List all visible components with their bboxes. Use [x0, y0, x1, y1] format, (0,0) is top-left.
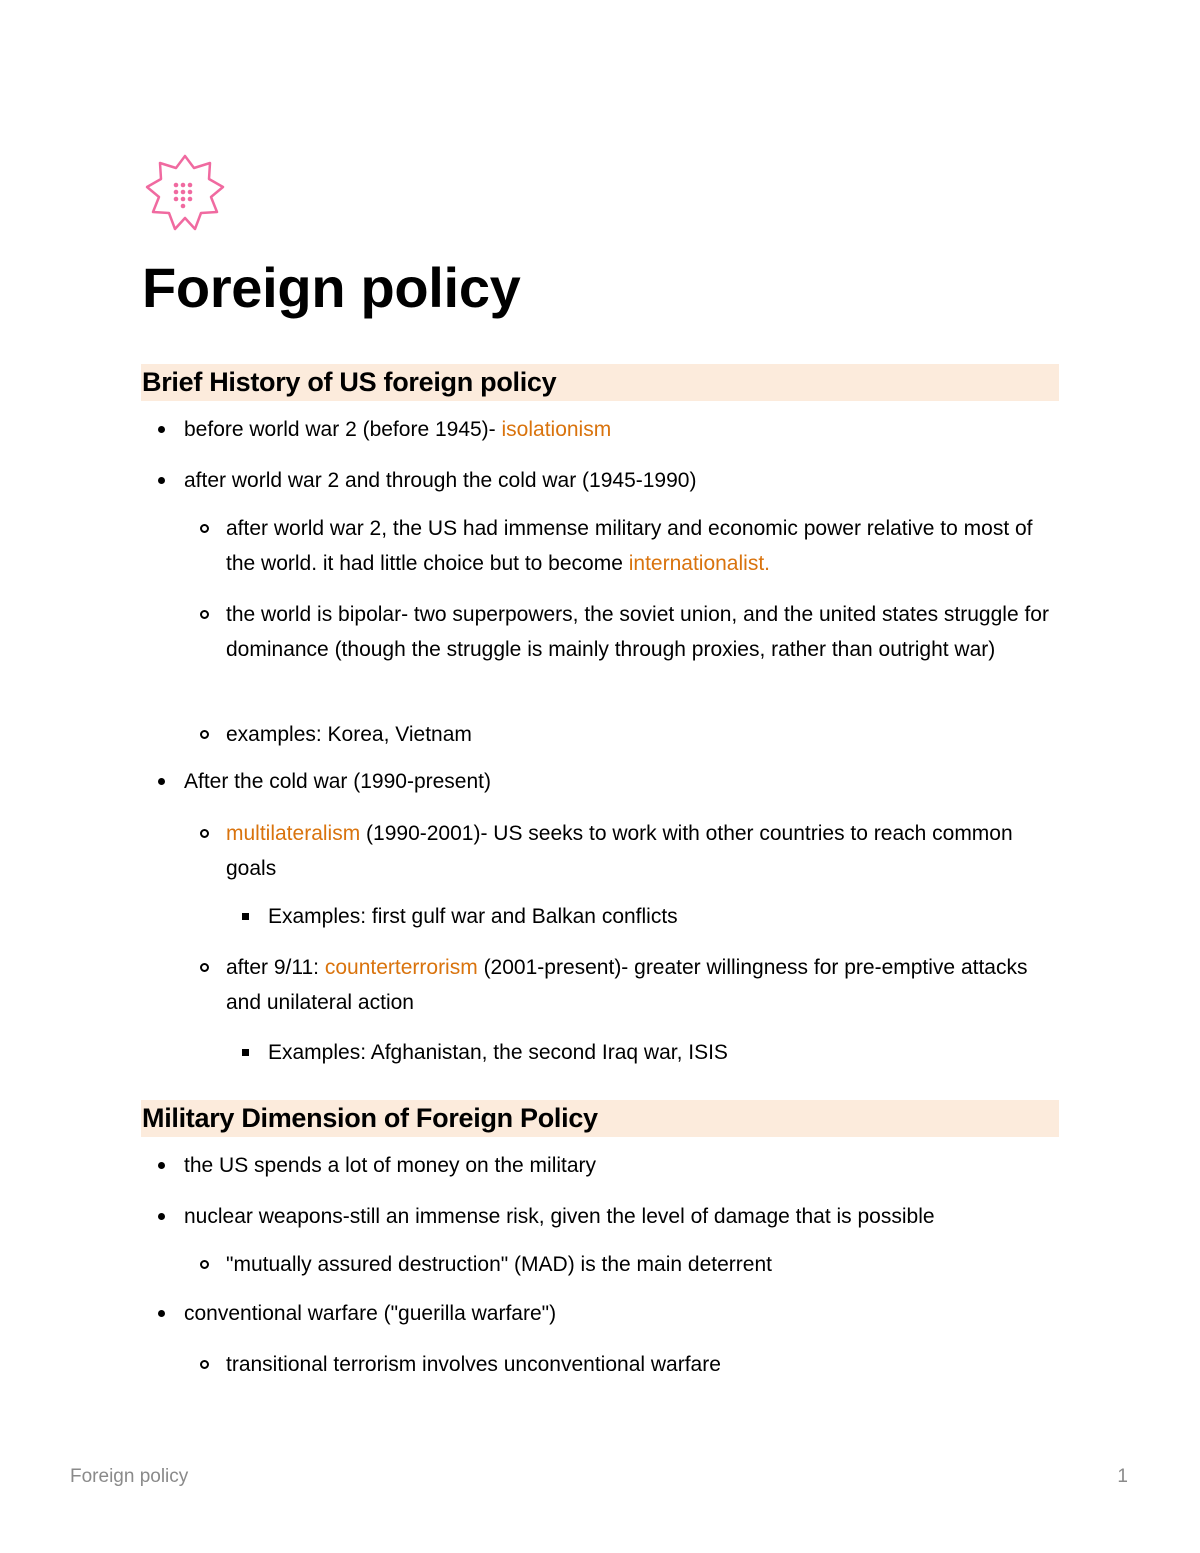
highlight-term: multilateralism — [226, 822, 361, 845]
highlight-term: internationalist. — [628, 552, 770, 575]
list-item: After the cold war (1990-present) — [184, 764, 1064, 799]
bullet-disc-icon — [158, 1310, 165, 1317]
bullet-circle-icon — [200, 1260, 209, 1269]
section-heading-military: Military Dimension of Foreign Policy — [141, 1100, 1059, 1137]
highlight-term: counterterrorism — [324, 956, 478, 979]
bullet-circle-icon — [200, 829, 209, 838]
list-item: after world war 2, the US had immense military and economic power relative to most of the world. it had little choice but to become internationalist. — [226, 511, 1064, 581]
list-item: Examples: Afghanistan, the second Iraq war, ISIS — [268, 1035, 1064, 1070]
list-item: the world is bipolar- two superpowers, the soviet union, and the united states struggle for dominance (though the struggle is mainly through proxies, rather than outright war) — [226, 597, 1064, 667]
list-item: nuclear weapons-still an immense risk, given the level of damage that is possible — [184, 1199, 1064, 1234]
list-item: multilateralism (1990-2001)- US seeks to work with other countries to reach common goals — [226, 816, 1064, 886]
bullet-square-icon — [242, 913, 249, 920]
list-item: the US spends a lot of money on the military — [184, 1148, 1064, 1183]
list-item: after 9/11: counterterrorism (2001-present)- greater willingness for pre-emptive attacks and unilateral action — [226, 950, 1064, 1020]
bullet-circle-icon — [200, 524, 209, 533]
section-heading-history: Brief History of US foreign policy — [141, 364, 1059, 401]
bullet-circle-icon — [200, 1360, 209, 1369]
bullet-disc-icon — [158, 477, 165, 484]
list-item: conventional warfare ("guerilla warfare") — [184, 1296, 1064, 1331]
list-item: after world war 2 and through the cold war (1945-1990) — [184, 463, 1064, 498]
bullet-circle-icon — [200, 963, 209, 972]
list-item: Examples: first gulf war and Balkan conflicts — [268, 899, 1064, 934]
bullet-circle-icon — [200, 610, 209, 619]
footer-title: Foreign policy — [70, 1466, 189, 1487]
page-number: 1 — [1117, 1466, 1128, 1487]
page-title: Foreign policy — [142, 256, 521, 319]
bullet-disc-icon — [158, 426, 165, 433]
list-item: transitional terrorism involves unconventional warfare — [226, 1347, 1064, 1382]
bullet-disc-icon — [158, 1162, 165, 1169]
bullet-square-icon — [242, 1049, 249, 1056]
list-item: "mutually assured destruction" (MAD) is the main deterrent — [226, 1247, 1064, 1282]
list-item: examples: Korea, Vietnam — [226, 717, 1064, 752]
highlight-term: isolationism — [501, 418, 612, 441]
bullet-circle-icon — [200, 730, 209, 739]
sakura-flower-icon — [145, 154, 225, 232]
bullet-disc-icon — [158, 1213, 165, 1220]
bullet-disc-icon — [158, 778, 165, 785]
list-item: before world war 2 (before 1945)- isolationism — [184, 412, 1064, 447]
